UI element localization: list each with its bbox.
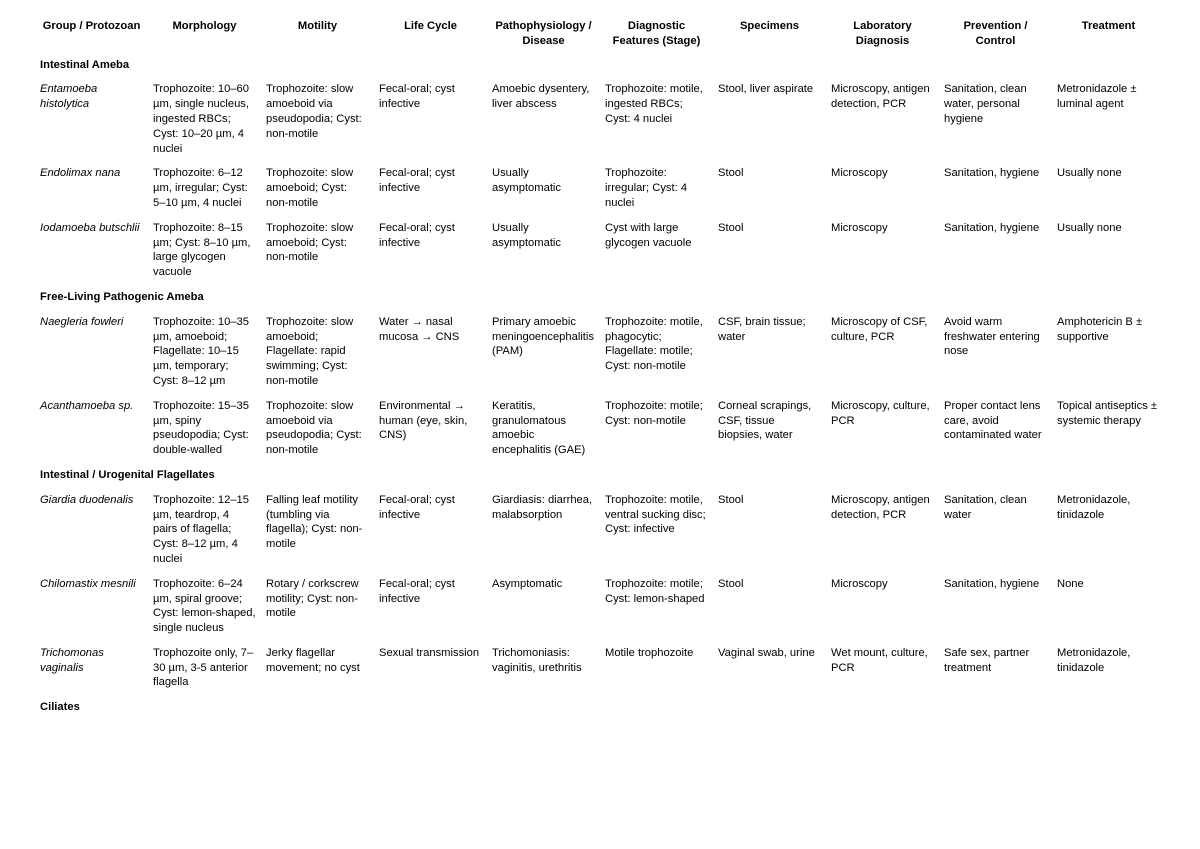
treatment-cell: Usually none xyxy=(1057,221,1122,234)
treatment-cell: Usually none xyxy=(1057,167,1122,180)
laboratory-diagnosis-cell: Microscopy of CSF, culture, PCR xyxy=(831,315,928,343)
morphology-cell: Trophozoite: 15–35 µm, spiny pseudopodia; Cyst: double-walled xyxy=(153,399,249,457)
prevention-cell: Sanitation, clean water xyxy=(944,493,1027,521)
organism-cell: Entamoeba histolytica xyxy=(40,83,98,111)
pathophysiology-cell: Giardiasis: diarrhea, malabsorption xyxy=(492,493,593,521)
column-header: Motility xyxy=(297,20,338,32)
diagnostic-features-cell: Motile trophozoite xyxy=(605,646,694,659)
table-row xyxy=(35,574,1165,643)
organism-cell: Giardia duodenalis xyxy=(40,493,134,506)
life-cycle-cell: Fecal-oral; cyst infective xyxy=(379,167,455,195)
organism-cell: Acanthamoeba sp. xyxy=(40,399,134,412)
motility-cell: Trophozoite: slow amoeboid via pseudopodia; Cyst: non-motile xyxy=(266,399,362,457)
pathophysiology-cell: Usually asymptomatic xyxy=(492,221,562,249)
life-cycle-cell: Environmental → human (eye, skin, CNS) xyxy=(379,399,468,442)
diagnostic-features-cell: Cyst with large glycogen vacuole xyxy=(605,221,692,249)
morphology-cell: Trophozoite: 12–15 µm, teardrop, 4 pairs of flagella; Cyst: 8–12 µm, 4 nuclei xyxy=(153,493,249,565)
laboratory-diagnosis-cell: Microscopy xyxy=(831,577,888,590)
prevention-cell: Sanitation, hygiene xyxy=(944,221,1040,234)
specimens-cell: CSF, brain tissue; water xyxy=(718,315,806,343)
prevention-cell: Sanitation, clean water, personal hygiene xyxy=(944,83,1027,125)
table-row xyxy=(35,163,1165,217)
column-header: Group / Protozoan xyxy=(42,20,141,32)
column-header: Specimens xyxy=(739,20,800,32)
treatment-cell: Topical antiseptics ± systemic therapy xyxy=(1057,399,1158,427)
group-title: Intestinal Ameba xyxy=(40,58,130,71)
diagnostic-features-cell: Trophozoite: motile, ingested RBCs; Cyst: 4 nuclei xyxy=(605,83,703,125)
life-cycle-cell: Water → nasal mucosa → CNS xyxy=(379,315,460,343)
diagnostic-features-cell: Trophozoite: motile; Cyst: lemon-shaped xyxy=(605,577,705,605)
motility-cell: Rotary / corkscrew motility; Cyst: non-motile xyxy=(266,577,359,620)
prevention-cell: Sanitation, hygiene xyxy=(944,577,1040,590)
morphology-cell: Trophozoite: 10–35 µm, amoeboid; Flagellate: 10–15 µm, temporary; Cyst: 8–12 µm xyxy=(153,315,249,387)
column-header: Pathophysiology / Disease xyxy=(495,20,592,47)
motility-cell: Falling leaf motility (tumbling via flagella); Cyst: non-motile xyxy=(266,493,363,551)
prevention-cell: Proper contact lens care, avoid contaminated water xyxy=(944,399,1042,442)
diagnostic-features-cell: Trophozoite: motile, ventral sucking disc; Cyst: infective xyxy=(605,493,706,536)
protozoa-table xyxy=(35,15,1165,722)
table-row xyxy=(35,643,1165,697)
prevention-cell: Safe sex, partner treatment xyxy=(944,646,1030,674)
group-title: Ciliates xyxy=(40,701,80,714)
life-cycle-cell: Sexual transmission xyxy=(379,646,480,659)
motility-cell: Trophozoite: slow amoeboid; Cyst: non-motile xyxy=(266,221,354,264)
laboratory-diagnosis-cell: Microscopy, antigen detection, PCR xyxy=(831,493,930,521)
column-header: Laboratory Diagnosis xyxy=(853,20,912,47)
table-body xyxy=(35,55,1165,722)
laboratory-diagnosis-cell: Microscopy, culture, PCR xyxy=(831,399,930,427)
group-title: Free-Living Pathogenic Ameba xyxy=(40,290,204,303)
motility-cell: Trophozoite: slow amoeboid via pseudopodia; Cyst: non-motile xyxy=(266,83,362,140)
pathophysiology-cell: Keratitis, granulomatous amoebic encephalitis (GAE) xyxy=(492,399,586,457)
laboratory-diagnosis-cell: Microscopy, antigen detection, PCR xyxy=(831,83,930,111)
diagnostic-features-cell: Trophozoite: irregular; Cyst: 4 nuclei xyxy=(605,167,688,209)
column-header: Diagnostic Features (Stage) xyxy=(612,20,701,47)
organism-cell: Naegleria fowleri xyxy=(40,315,124,328)
treatment-cell: None xyxy=(1057,577,1084,590)
group-row xyxy=(35,55,1165,80)
organism-cell: Chilomastix mesnili xyxy=(40,577,136,590)
table-header-row xyxy=(35,15,1165,55)
laboratory-diagnosis-cell: Microscopy xyxy=(831,221,888,234)
organism-cell: Iodamoeba butschlii xyxy=(40,221,140,234)
table-row xyxy=(35,396,1165,465)
motility-cell: Trophozoite: slow amoeboid; Flagellate: rapid swimming; Cyst: non-motile xyxy=(266,315,354,387)
organism-cell: Trichomonas vaginalis xyxy=(40,646,104,674)
table-row xyxy=(35,312,1165,396)
column-header: Morphology xyxy=(172,20,237,32)
morphology-cell: Trophozoite: 10–60 µm, single nucleus, ingested RBCs; Cyst: 10–20 µm, 4 nuclei xyxy=(153,83,249,155)
column-header: Prevention / Control xyxy=(963,20,1028,47)
morphology-cell: Trophozoite: 6–24 µm, spiral groove; Cyst: lemon-shaped, single nucleus xyxy=(153,577,256,635)
pathophysiology-cell: Amoebic dysentery, liver abscess xyxy=(492,83,590,111)
group-row xyxy=(35,697,1165,722)
pathophysiology-cell: Asymptomatic xyxy=(492,577,563,590)
treatment-cell: Metronidazole, tinidazole xyxy=(1057,493,1131,521)
treatment-cell: Metronidazole, tinidazole xyxy=(1057,646,1131,674)
life-cycle-cell: Fecal-oral; cyst infective xyxy=(379,577,455,605)
laboratory-diagnosis-cell: Wet mount, culture, PCR xyxy=(831,646,928,674)
specimens-cell: Stool xyxy=(718,577,744,590)
motility-cell: Jerky flagellar movement; no cyst xyxy=(266,646,360,674)
life-cycle-cell: Fecal-oral; cyst infective xyxy=(379,221,455,249)
specimens-cell: Corneal scrapings, CSF, tissue biopsies, water xyxy=(718,399,812,442)
pathophysiology-cell: Primary amoebic meningoencephalitis (PAM) xyxy=(492,315,594,358)
morphology-cell: Trophozoite only, 7–30 µm, 3-5 anterior flagella xyxy=(153,646,254,689)
specimens-cell: Stool xyxy=(718,221,744,234)
group-title: Intestinal / Urogenital Flagellates xyxy=(40,468,215,481)
life-cycle-cell: Fecal-oral; cyst infective xyxy=(379,493,455,521)
group-row xyxy=(35,465,1165,490)
prevention-cell: Avoid warm freshwater entering nose xyxy=(944,315,1040,358)
table-row xyxy=(35,490,1165,574)
laboratory-diagnosis-cell: Microscopy xyxy=(831,167,888,180)
morphology-cell: Trophozoite: 8–15 µm; Cyst: 8–10 µm, large glycogen vacuole xyxy=(153,221,251,279)
column-header: Life Cycle xyxy=(404,20,457,32)
column-header: Treatment xyxy=(1081,20,1136,32)
specimens-cell: Vaginal swab, urine xyxy=(718,646,815,659)
diagnostic-features-cell: Trophozoite: motile; Cyst: non-motile xyxy=(605,399,703,427)
pathophysiology-cell: Trichomoniasis: vaginitis, urethritis xyxy=(492,646,582,674)
morphology-cell: Trophozoite: 6–12 µm, irregular; Cyst: 5–10 µm, 4 nuclei xyxy=(153,167,248,209)
treatment-cell: Metronidazole ± luminal agent xyxy=(1057,83,1137,111)
specimens-cell: Stool, liver aspirate xyxy=(718,83,814,96)
prevention-cell: Sanitation, hygiene xyxy=(944,167,1040,180)
table-row xyxy=(35,79,1165,163)
life-cycle-cell: Fecal-oral; cyst infective xyxy=(379,83,455,111)
specimens-cell: Stool xyxy=(718,167,744,180)
specimens-cell: Stool xyxy=(718,493,744,506)
diagnostic-features-cell: Trophozoite: motile, phagocytic; Flagellate: motile; Cyst: non-motile xyxy=(605,315,703,373)
pathophysiology-cell: Usually asymptomatic xyxy=(492,167,562,195)
organism-cell: Endolimax nana xyxy=(40,167,121,180)
motility-cell: Trophozoite: slow amoeboid; Cyst: non-motile xyxy=(266,167,354,209)
group-row xyxy=(35,287,1165,312)
treatment-cell: Amphotericin B ± supportive xyxy=(1057,315,1143,343)
table-row xyxy=(35,218,1165,287)
